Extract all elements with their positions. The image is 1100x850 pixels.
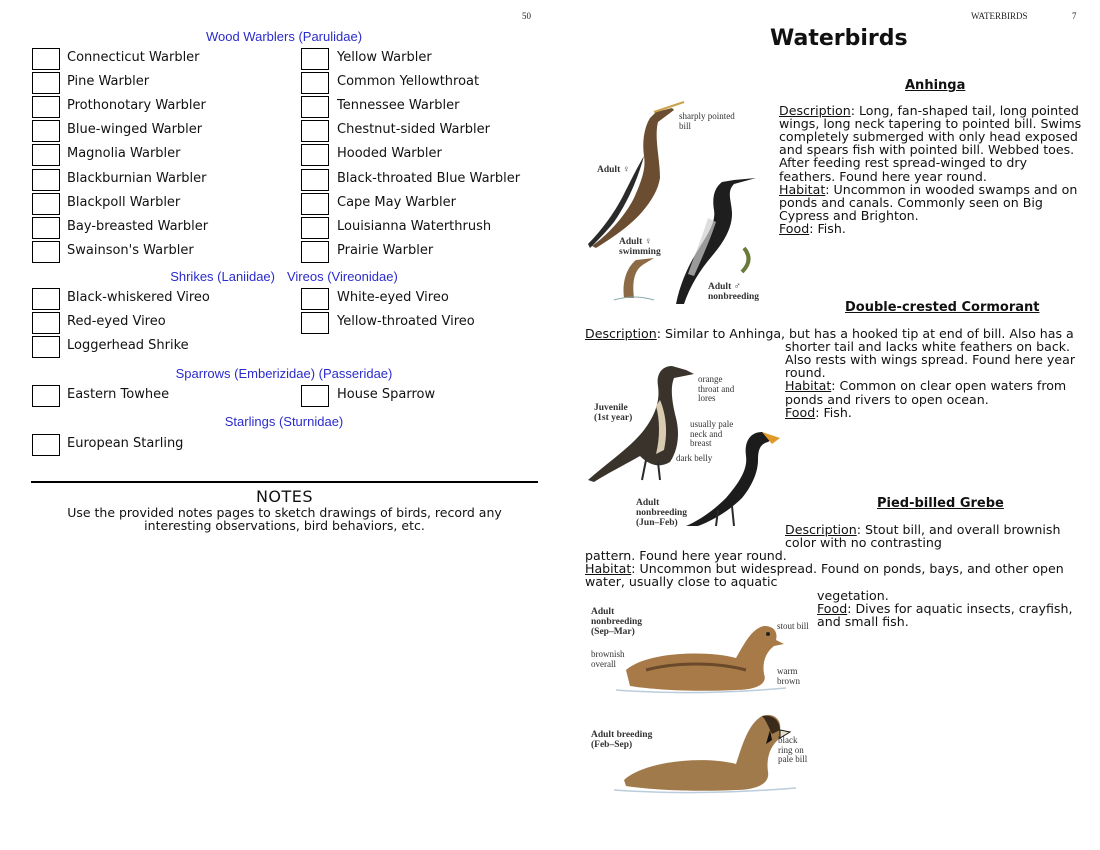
field-text: completely submerged with only head exposed	[779, 129, 1078, 145]
checklist-item[interactable]	[32, 335, 272, 359]
species-text-line	[585, 575, 777, 588]
grebe-caption-breeding: Adult breeding (Feb–Sep)	[591, 730, 653, 750]
heading-text: Sparrows (Emberizidae) (Passeridae)	[175, 366, 393, 381]
cormorant-caption-adult: Adult nonbreeding (Jun–Feb)	[636, 498, 688, 528]
checkbox-icon[interactable]	[32, 169, 60, 191]
checklist-item[interactable]	[301, 216, 541, 240]
field-text: shorter tail and lacks white feathers on back.	[785, 339, 1071, 355]
field-text: : Uncommon in wooded swamps and on	[825, 181, 1078, 197]
checklist-item-label: Pine Warbler	[67, 74, 150, 90]
grebe-caption-warm-brown: warm brown	[777, 666, 800, 686]
checklist-item-label: White-eyed Vireo	[337, 290, 449, 305]
cormorant-caption-throat: orange throat and lores	[698, 374, 735, 403]
species-text-line	[785, 340, 1070, 353]
checkbox-icon[interactable]	[32, 193, 60, 215]
field-text: : Stout bill, and overall brownish	[856, 522, 1061, 537]
field-text: Also rests with wings spread. Found here year	[785, 352, 1076, 368]
field-text: : Fish.	[815, 404, 852, 420]
species-text-line	[779, 143, 1074, 156]
right-page-number: 7	[1072, 11, 1077, 21]
species-text-line	[817, 615, 909, 628]
checklist-item[interactable]	[32, 240, 272, 264]
checkbox-icon[interactable]	[301, 72, 329, 94]
field-text: feathers. Found here year round.	[779, 168, 987, 184]
checklist-item[interactable]	[32, 71, 272, 95]
heading-text: Wood Warblers (Parulidae)	[205, 29, 363, 44]
field-text: and spears fish with pointed bill. Webbed toes.	[779, 142, 1075, 158]
cormorant-caption-neck: usually pale neck and breast	[690, 419, 734, 448]
checkbox-icon[interactable]	[32, 217, 60, 239]
species-text-line	[785, 406, 852, 419]
species-text-line	[779, 209, 919, 222]
checklist-item-label: Red-eyed Vireo	[67, 314, 166, 330]
checklist-item[interactable]	[301, 47, 541, 71]
checklist-item[interactable]	[32, 433, 272, 457]
species-title-cormorant: Double-crested Cormorant	[845, 300, 1040, 315]
field-label: Habitat	[585, 561, 632, 577]
checkbox-icon[interactable]	[32, 336, 60, 358]
field-text: After feeding rest spread-winged to dry	[779, 155, 1028, 171]
checklist-item-label: Eastern Towhee	[67, 387, 170, 402]
checklist-item-label: Black-whiskered Vireo	[67, 290, 210, 305]
species-text-line	[779, 196, 1043, 209]
checklist-item-label: Bay-breasted Warbler	[67, 218, 209, 234]
field-label: Food	[779, 220, 810, 236]
field-label: Food	[817, 600, 848, 616]
section-heading-starlings	[34, 414, 534, 429]
anhinga-caption-swimming: Adult ♀ swimming	[619, 237, 661, 257]
checklist-item-label: Blackpoll Warbler	[67, 194, 181, 210]
field-text: : Similar to Anhinga, but has a hooked tip at end of bill. Also has a	[656, 326, 1074, 341]
field-label: Description	[779, 103, 851, 118]
field-text: : Fish.	[809, 220, 846, 236]
checkbox-icon[interactable]	[32, 312, 60, 334]
field-label: Habitat	[785, 378, 832, 394]
species-text-line	[785, 379, 1066, 392]
checklist-item[interactable]	[32, 216, 272, 240]
grebe-breeding-body	[624, 715, 790, 791]
checklist-item[interactable]	[32, 287, 272, 311]
species-text-line	[779, 183, 1077, 196]
checkbox-icon[interactable]	[32, 96, 60, 118]
grebe-caption-brownish: brownish overall	[591, 649, 625, 669]
field-text: color with no contrasting	[785, 535, 942, 551]
checklist-item-label: Black-throated Blue Warbler	[337, 170, 521, 186]
species-text-line	[779, 104, 1079, 117]
field-label: Description	[585, 326, 657, 341]
checkbox-icon[interactable]	[301, 312, 329, 334]
heading-text: Vireos (Vireonidae)	[286, 269, 398, 284]
checklist-item[interactable]	[301, 287, 541, 311]
checkbox-icon[interactable]	[301, 144, 329, 166]
field-text: : Dives for aquatic insects, crayfish,	[847, 600, 1073, 616]
right-page-header-label: WATERBIRDS	[971, 11, 1028, 21]
checkbox-icon[interactable]	[301, 169, 329, 191]
notes-line-1: Use the provided notes pages to sketch drawings of birds, record any	[67, 505, 502, 520]
checklist-item-label: Swainson's Warbler	[67, 242, 194, 258]
species-text-line	[779, 156, 1027, 169]
checkbox-icon[interactable]	[32, 288, 60, 310]
checklist-item[interactable]	[301, 384, 541, 408]
field-text: vegetation.	[817, 587, 889, 603]
anhinga-caption-male: Adult ♂ nonbreeding	[708, 282, 760, 302]
checklist-item-label: Yellow-throated Vireo	[337, 314, 475, 330]
section-heading-shrikes-vireos	[34, 269, 534, 284]
checklist-item[interactable]	[301, 311, 541, 335]
checklist-item-label: House Sparrow	[337, 387, 436, 402]
checklist-item-label: Prothonotary Warbler	[67, 98, 206, 114]
species-text-line	[779, 222, 846, 235]
heading-text: Starlings (Sturnidae)	[224, 414, 344, 429]
anhinga-caption-adult-female: Adult ♀	[597, 165, 630, 175]
species-text-line	[585, 549, 787, 562]
checklist-item-label: Magnolia Warbler	[67, 146, 181, 162]
checkbox-icon[interactable]	[301, 241, 329, 263]
checkbox-icon[interactable]	[32, 385, 60, 407]
species-text-line	[817, 589, 889, 602]
field-text: : Long, fan-shaped tail, long pointed	[850, 103, 1079, 118]
field-text: water, usually close to aquatic	[585, 574, 778, 590]
section-heading-warblers	[34, 29, 534, 44]
checklist-item-label: Common Yellowthroat	[337, 74, 480, 90]
field-text: and small fish.	[817, 613, 909, 629]
checklist-item-label: Chestnut-sided Warbler	[337, 122, 491, 138]
field-text: Cypress and Brighton.	[779, 207, 919, 223]
checklist-item[interactable]	[301, 240, 541, 264]
checklist-item-label: Blue-winged Warbler	[67, 122, 203, 138]
species-text-line	[785, 353, 1075, 366]
field-label: Description	[785, 522, 857, 537]
checklist-item-label: Hooded Warbler	[337, 146, 442, 162]
checklist-item[interactable]	[32, 168, 272, 192]
checkbox-icon[interactable]	[32, 48, 60, 70]
checklist-item-label: Loggerhead Shrike	[67, 338, 189, 354]
checklist-item[interactable]	[301, 95, 541, 119]
checklist-item-label: Cape May Warbler	[337, 194, 456, 210]
field-text: : Common on clear open waters from	[831, 378, 1067, 394]
species-text-line	[785, 536, 942, 549]
field-text: : Uncommon but widespread. Found on ponds, bays, and other open	[631, 561, 1064, 577]
notes-title: NOTES	[255, 487, 314, 506]
notes-line-2: interesting observations, bird behaviors, etc.	[144, 518, 425, 533]
checklist-item[interactable]	[32, 47, 272, 71]
species-text-line	[779, 170, 987, 183]
checklist-item-label: Connecticut Warbler	[67, 50, 200, 65]
species-text-line	[785, 393, 989, 406]
page-title: Waterbirds	[770, 26, 908, 51]
checkbox-icon[interactable]	[301, 217, 329, 239]
field-label: Food	[785, 404, 816, 420]
grebe-caption-bill: stout bill	[777, 621, 809, 631]
species-text-line	[817, 602, 1072, 615]
checklist-item[interactable]	[32, 384, 272, 408]
checklist-item[interactable]	[301, 192, 541, 216]
checkbox-icon[interactable]	[32, 144, 60, 166]
anhinga-swimming	[624, 258, 655, 298]
checkbox-icon[interactable]	[301, 193, 329, 215]
checklist-item[interactable]	[32, 192, 272, 216]
checklist-item-label: Yellow Warbler	[337, 50, 432, 65]
field-label: Habitat	[779, 181, 826, 197]
species-title-anhinga: Anhinga	[905, 78, 966, 93]
checkbox-icon[interactable]	[301, 385, 329, 407]
checkbox-icon[interactable]	[301, 120, 329, 142]
checkbox-icon[interactable]	[32, 241, 60, 263]
checklist-item[interactable]	[301, 143, 541, 167]
field-text: ponds and rivers to open ocean.	[785, 391, 989, 407]
checklist-item[interactable]	[32, 311, 272, 335]
cormorant-caption-belly: dark belly	[676, 453, 713, 463]
checklist-item[interactable]	[32, 95, 272, 119]
species-text-line	[779, 130, 1078, 143]
checklist-item-label: Prairie Warbler	[337, 242, 434, 258]
grebe-caption-nonbreeding: Adult nonbreeding (Sep–Mar)	[591, 607, 643, 637]
checklist-item-label: European Starling	[67, 436, 184, 451]
checkbox-icon[interactable]	[301, 48, 329, 70]
left-page-number: 50	[522, 11, 531, 21]
checkbox-icon[interactable]	[301, 288, 329, 310]
checklist-item[interactable]	[32, 143, 272, 167]
anhinga-caption-bill: sharply pointed bill	[679, 111, 735, 131]
field-text: pattern. Found here year round.	[585, 548, 787, 564]
field-text: wings, long neck tapering to pointed bill. Swims	[779, 116, 1082, 132]
field-text: round.	[785, 365, 826, 381]
checklist-item[interactable]	[301, 71, 541, 95]
section-heading-sparrows	[34, 366, 534, 381]
species-text-line	[785, 366, 826, 379]
species-text-line	[585, 327, 1074, 340]
checklist-item-label: Louisianna Waterthrush	[337, 218, 492, 234]
grebe-caption-black-ring: black ring on pale bill	[778, 735, 808, 764]
checklist-item[interactable]	[301, 119, 541, 143]
notes-divider	[31, 481, 538, 483]
checkbox-icon[interactable]	[32, 434, 60, 456]
checkbox-icon[interactable]	[32, 72, 60, 94]
checklist-item[interactable]	[32, 119, 272, 143]
checkbox-icon[interactable]	[301, 96, 329, 118]
checklist-item[interactable]	[301, 168, 541, 192]
checkbox-icon[interactable]	[32, 120, 60, 142]
species-text-line	[785, 523, 1060, 536]
cormorant-caption-juvenile: Juvenile (1st year)	[594, 403, 633, 423]
checklist-item-label: Tennessee Warbler	[337, 98, 460, 114]
cormorant-juvenile-body	[588, 366, 694, 482]
species-text-line	[585, 562, 1064, 575]
species-text-line	[779, 117, 1081, 130]
species-title-grebe: Pied-billed Grebe	[877, 496, 1004, 511]
checklist-item-label: Blackburnian Warbler	[67, 170, 207, 186]
heading-text: Shrikes (Laniidae)	[170, 269, 275, 284]
field-text: ponds and canals. Commonly seen on Big	[779, 194, 1043, 210]
